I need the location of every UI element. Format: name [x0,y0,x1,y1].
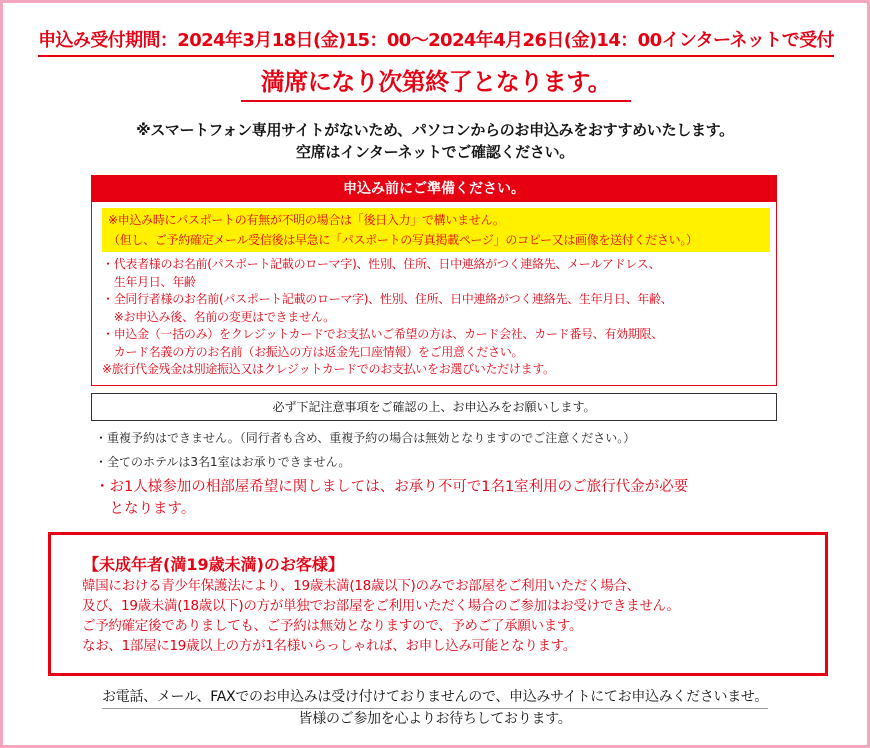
footer-closing: 皆様のご参加を心よりお待ちしております。 [298,711,572,727]
minors-line: 韓国における青少年保護法により、19歳未満(18歳以下)のみでお部屋をご利用いただく場合、 [82,578,640,594]
note-triple-room: ・全てのホテルは3名1室はお承りできません。 [95,455,351,469]
list-item: ※旅行代金残金は別途振込又はクレジットカードでのお支払いをお選びいただけます。 [102,362,555,376]
preparation-list [102,256,776,379]
minors-line: 及び、19歳未満(18歳以下)の方が単独でお部屋をご利用いただく場合のご参加はお受けできません。 [82,598,680,614]
closing-notice: 満席になり次第終了となります。 [241,62,631,102]
list-item: 生年月日、年齢 [102,274,196,289]
preparation-box [91,175,777,386]
application-period: 申込み受付期間：2024年3月18日(金)15：00〜2024年4月26日(金)14：00インターネットで受付 [38,26,834,57]
footer [20,687,850,729]
minors-line: なお、1部屋に19歳以上の方が1名様いらっしゃれば、お申し込み可能となります。 [82,638,577,654]
list-item: ・全同行者様のお名前(パスポート記載のローマ字)、性別、住所、日中連絡がつく連絡先、生年月日、年齢、 [102,292,673,306]
preparation-title: 申込み前にご準備ください。 [92,176,776,202]
intro-line-smartphone: ※スマートフォン専用サイトがないため、パソコンからのお申込みをおすすめいたします。 [136,121,734,139]
list-item: ・申込金（一括のみ）をクレジットカードでお支払いご希望の方は、カード会社、カード番号、有効期限、 [102,327,663,341]
minors-title: 【未成年者(満19歳未満)のお客様】 [83,555,344,574]
list-item: ・代表者様のお名前(パスポート記載のローマ字)、性別、住所、日中連絡がつく連絡先、メールアドレス、 [102,257,661,271]
intro-line-availability: 空席はインターネットでご確認ください。 [296,143,574,161]
footer-no-phone-notice: お電話、メール、FAXでのお申込みは受け付けておりませんので、申込みサイトにてお申込みくださいませ。 [102,687,768,709]
confirmation-notice: 必ず下記注意事項をご確認の上、お申込みをお願いします。 [91,393,777,421]
passport-highlight [102,208,770,252]
note-single-participant [95,476,795,520]
list-item: カード名義の方のお名前（お振込の方は返金先口座情報）をご用意ください。 [102,344,524,359]
list-item: ※お申込み後、名前の変更はできません。 [102,309,335,324]
minors-box [48,532,828,676]
note-duplicate-booking: ・重複予約はできません。（同行者も含め、重複予約の場合は無効となりますのでご注意ください。） [95,431,636,445]
note-line: となります。 [95,501,196,517]
intro-text [20,119,850,163]
minors-body [82,576,680,656]
minors-line: ご予約確定後でありましても、ご予約は無効となりますので、予めご了承願います。 [82,618,583,634]
passport-highlight-line: （但し、ご予約確定メール受信後は早急に「パスポートの写真掲載ページ」のコピー又は画像を送付ください。） [108,233,698,247]
notes-list [95,428,795,520]
note-line: ・お1人様参加の相部屋希望に関しましては、お承り不可で1名1室利用のご旅行代金が必要 [95,479,689,495]
passport-highlight-line: ※申込み時にパスポートの有無が不明の場合は「後日入力」で構いません。 [108,213,505,227]
